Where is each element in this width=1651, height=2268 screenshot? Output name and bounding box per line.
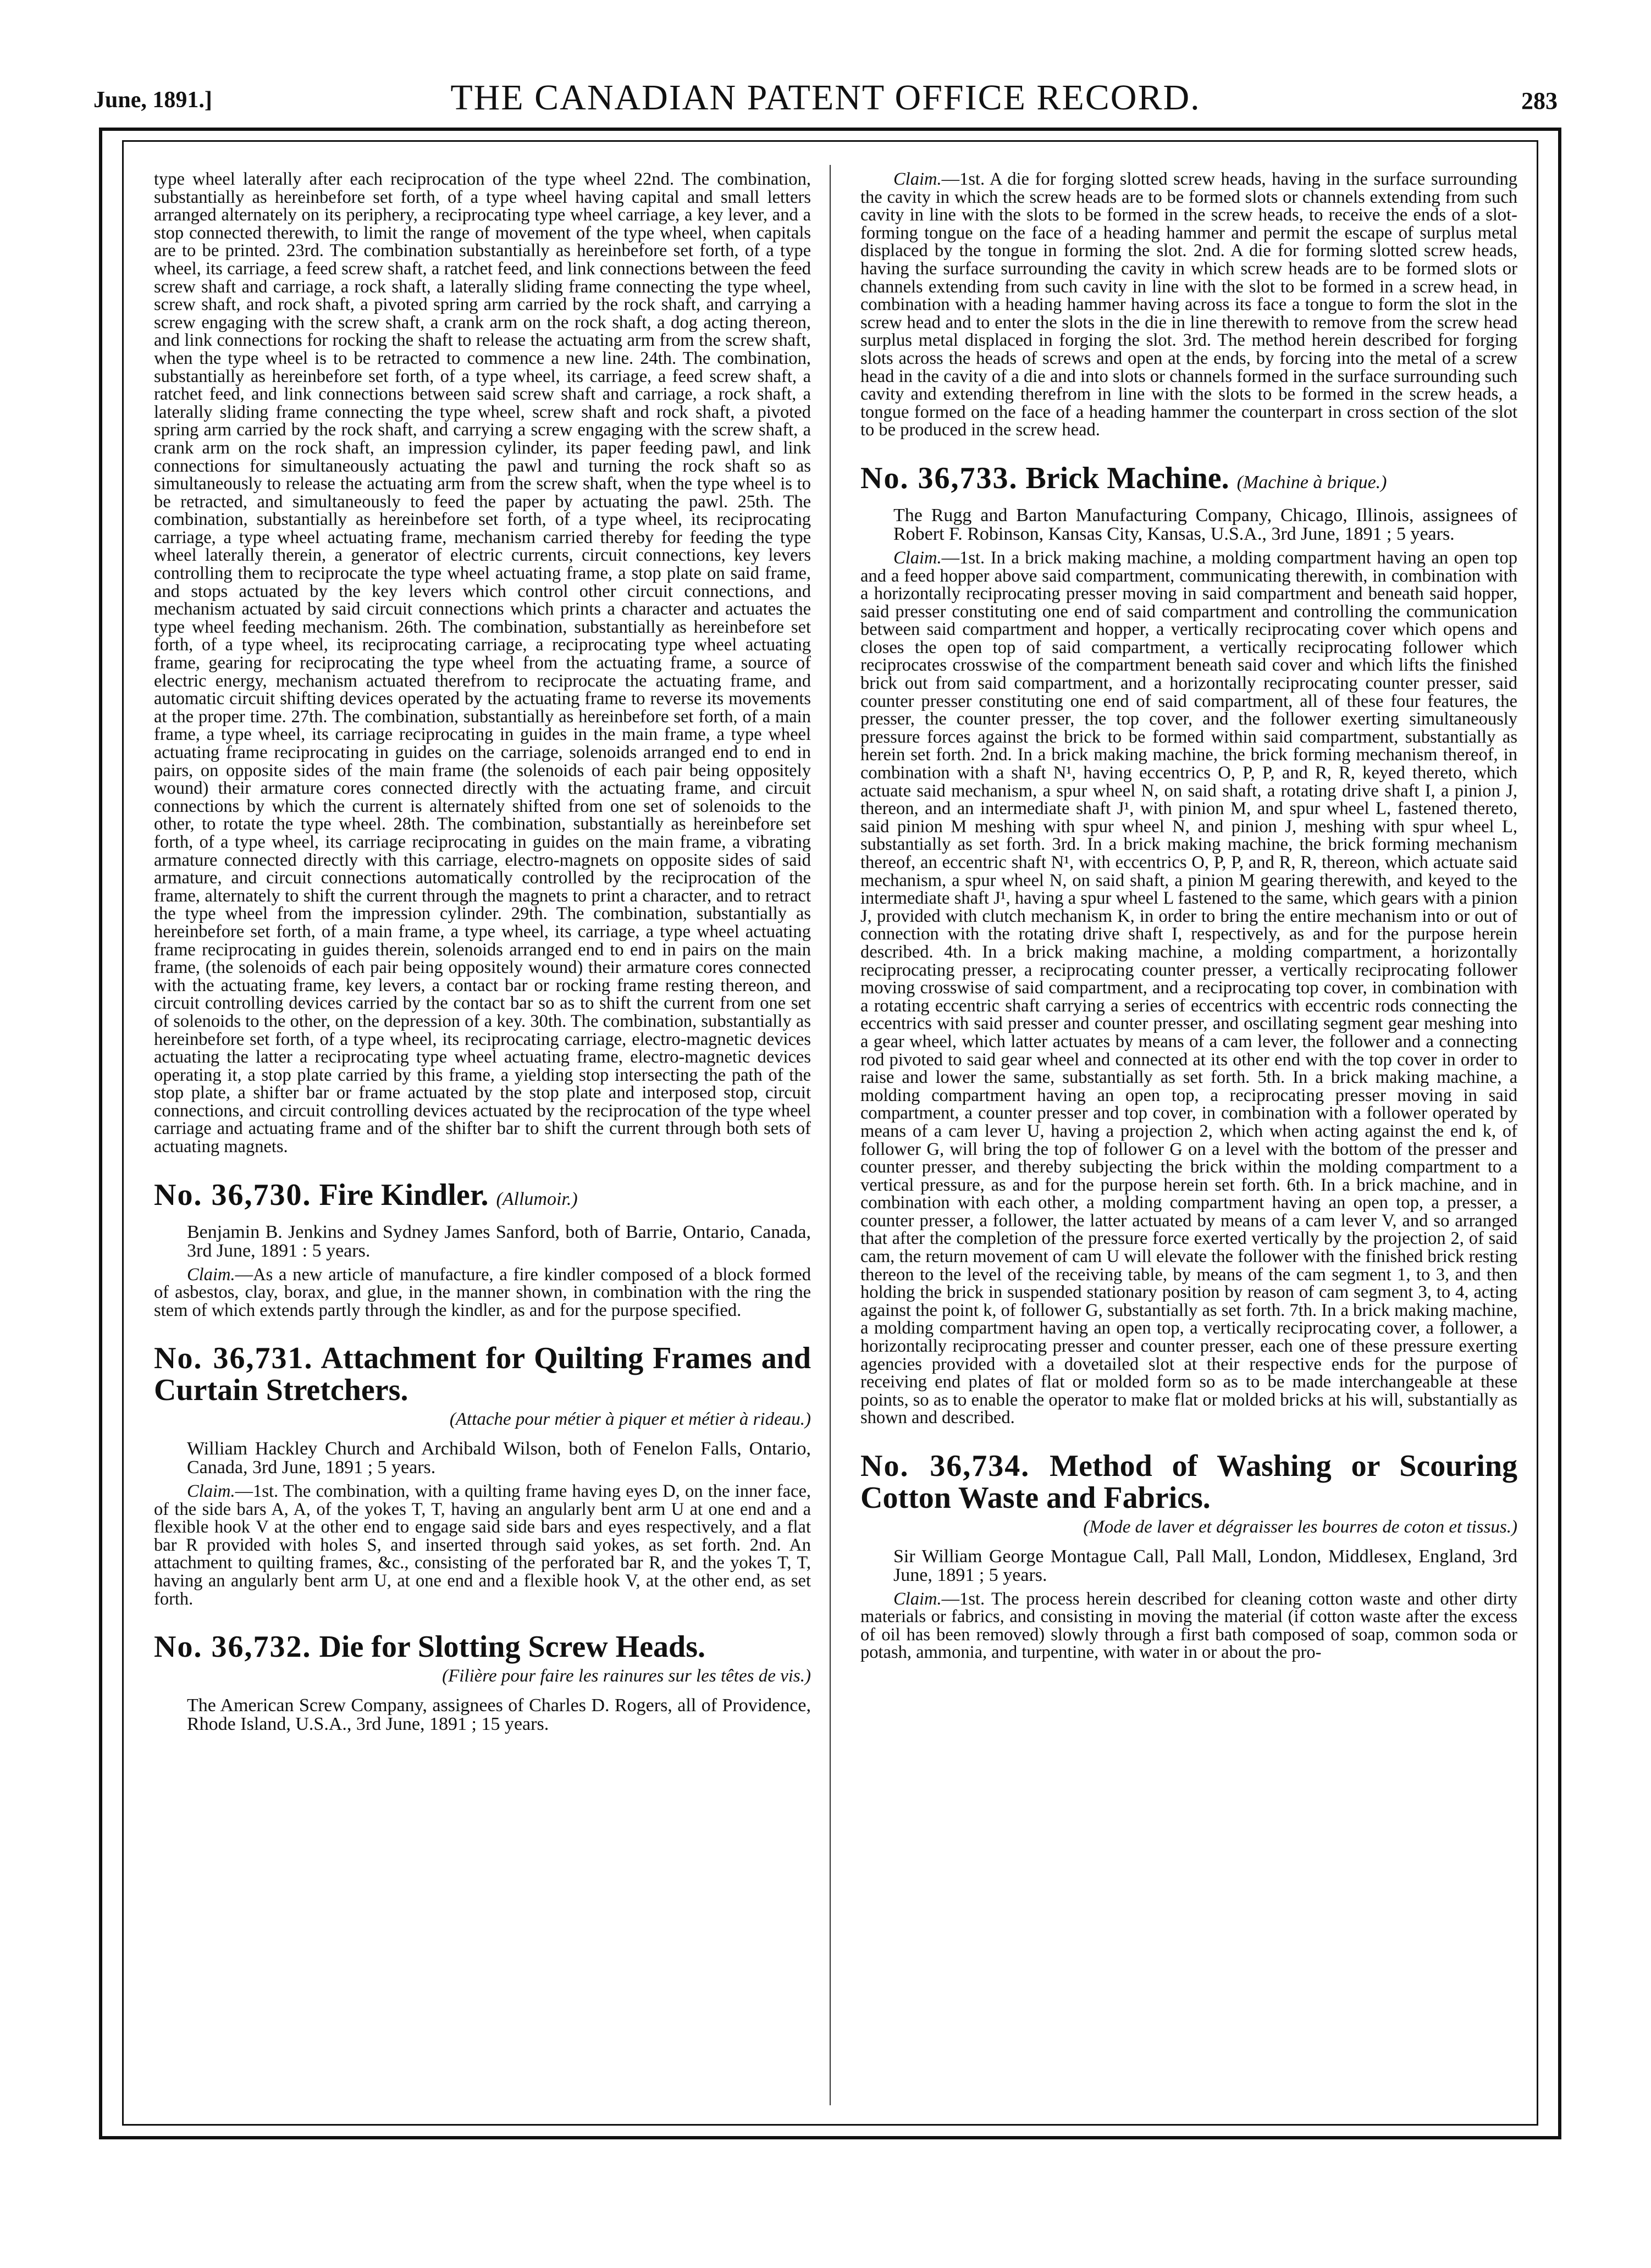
- claim-label: Claim.: [893, 547, 942, 568]
- patent-number: No. 36,734.: [860, 1449, 1030, 1483]
- claim-text: —1st. A die for forging slotted screw heads, having in the surface surrounding the cavity in which the screw heads are to be formed slots or channels extending from such cavity in line with the slots to be formed in the screw heads, to receive the ends of a slot-forming tongue on the face of a heading hammer and permit the escape of surplus metal displaced by the tongue in forming the slot. 2nd. A die for forming slotted screw heads, having the surface surrounding the cavity in which screw heads are to be formed slots or channels extending from such cavity in line with the slot to be formed in a screw head, in combination with a heading hammer having across its face a tongue to form the slot in the screw head and to enter the slots in the die in line therewith to remove from the screw head surplus metal displaced in forging the slot. 3rd. The method herein described for forging slots across the heads of screws and open at the ends, by forcing into the metal of a screw head in the cavity of a die and into slots or channels formed in the surface surrounding such cavity and extending therefrom in line with the slots to be formed in the screw heads, a tongue formed on the face of a heading hammer the counterpart in cross section of the slot to be produced in the screw head.: [860, 169, 1517, 440]
- patent-claim: [860, 1590, 1517, 1662]
- patent-holder: The American Screw Company, assignees of Charles D. Rogers, all of Providence, Rhode Island, U.S.A., 3rd June, 1891 ; 15 years.: [187, 1695, 811, 1734]
- right-column: [860, 170, 1517, 1662]
- patent-french-title: (Machine à brique.): [1236, 472, 1387, 493]
- patent-claim: [860, 549, 1517, 1427]
- page-header: [93, 77, 1558, 126]
- claim-text: —1st. The combination, with a quilting frame having eyes D, on the inner face, of the side bars A, A, of the yokes T, T, having an angularly bent arm U at one end and a flexible hook V at the other end to engage said side bars and eyes respectively, and a flat bar R provided with holes S, and inserted through said yokes, as set forth. 2nd. An attachment to quilting frames, &c., consisting of the perforated bar R, and the yokes T, T, having an angularly bent arm U, at one end and a flexible hook V, at the other end, as set forth.: [154, 1481, 811, 1609]
- patent-french-title: (Filière pour faire les rainures sur les têtes de vis.): [442, 1666, 811, 1686]
- patent-number: No. 36,732.: [154, 1630, 312, 1664]
- patent-holder: The Rugg and Barton Manufacturing Company, Chicago, Illinois, assignees of Robert F. Robinson, Kansas City, Kansas, U.S.A., 3rd June, 1891 ; 5 years.: [893, 505, 1517, 544]
- patent-claim: [154, 1483, 811, 1608]
- patent-french-title: (Attache pour métier à piquer et métier à rideau.): [449, 1409, 811, 1430]
- claim-label: Claim.: [893, 169, 942, 189]
- continued-claim-text: [860, 170, 1517, 439]
- patent-heading-36733: [860, 462, 1517, 499]
- claim-label: Claim.: [187, 1481, 235, 1502]
- left-column: [154, 170, 811, 1739]
- patent-title: Attachment for Quilting Frames and Curtain Stretchers.: [154, 1341, 811, 1408]
- claim-label: Claim.: [893, 1589, 942, 1609]
- patent-heading-36734: [860, 1450, 1517, 1514]
- claim-label: Claim.: [187, 1264, 235, 1285]
- patent-number: No. 36,731.: [154, 1341, 313, 1376]
- claim-text: —1st. The process herein described for cleaning cotton waste and other dirty materials or fabrics, and consisting in moving the material (if cotton waste after the excess of oil has been removed) slowly through a first bath composed of soap, common soda or potash, ammonia, and turpentine, with water in or about the pro-: [860, 1589, 1517, 1663]
- patent-heading-36730: [154, 1179, 811, 1215]
- patent-holder: William Hackley Church and Archibald Wilson, both of Fenelon Falls, Ontario, Canada, 3rd June, 1891 ; 5 years.: [187, 1439, 811, 1478]
- patent-title: Die for Slotting Screw Heads.: [319, 1630, 705, 1664]
- patent-holder: Sir William George Montague Call, Pall Mall, London, Middlesex, England, 3rd June, 1891 ; 5 years.: [893, 1546, 1517, 1585]
- page-number: 283: [1521, 87, 1558, 114]
- patent-heading-36731: [154, 1342, 811, 1406]
- claim-text: —As a new article of manufacture, a fire kindler composed of a block formed of asbestos, clay, borax, and glue, in the manner shown, in combination with the ring the stem of which extends partly through the kindler, as and for the purpose specified.: [154, 1264, 811, 1320]
- patent-title: Fire Kindler.: [319, 1177, 489, 1212]
- patent-number: No. 36,733.: [860, 461, 1018, 495]
- continued-claim-text: type wheel laterally after each reciprocation of the type wheel 22nd. The combination, substantially as hereinbefore set forth, of a type wheel having capital and small letters arranged alternately on its periphery, a reciprocating type wheel carriage, a key lever, and a stop connected therewith, to limit the range of movement of the type wheel, when capitals are to be printed. 23rd. The combination substantially as hereinbefore set forth, of a type wheel, its carriage, a feed screw shaft, a ratchet feed, and link connections between the feed screw shaft and carriage, a rock shaft, a laterally sliding frame connecting the type wheel, screw shaft, and rock shaft, a pivoted spring arm carried by the rock shaft, and carrying a screw engaging with the screw shaft, a crank arm on the rock shaft, a dog acting thereon, and link connections for rocking the shaft to release the actuating arm from the screw shaft, when the type wheel is to be retracted to commence a new line. 24th. The combination, substantially as hereinbefore set forth, of a type wheel, its carriage, a feed screw shaft, a ratchet feed, and link connections between said screw shaft and carriage, a rock shaft, a laterally sliding frame connecting the type wheel, screw shaft and rock shaft, a pivoted spring arm carried by the rock shaft, and carrying a screw engaging with the screw shaft, a crank arm on the rock shaft, an impression cylinder, its paper feeding pawl, and link connections for simultaneously actuating the pawl and turning the rock shaft so as simultaneously to release the actuating arm from the screw shaft, when the type wheel is to be retracted, and simultaneously to feed the paper by actuating the pawl. 25th. The combination, substantially as hereinbefore set forth, of a type wheel, its reciprocating carriage, a type wheel actuating frame, mechanism carried thereby for feeding the type wheel laterally therein, a generator of electric currents, circuit connections, key levers controlling them to reciprocate the type wheel actuating frame, a stop plate on said frame, and stops actuated by the key levers which control other circuit connections, and mechanism actuated by said circuit connections which prints a character and actuates the type wheel feeding mechanism. 26th. The combination, substantially as hereinbefore set forth, of a type wheel, its reciprocating carriage, a reciprocating type wheel actuating frame, gearing for reciprocating the type wheel from the actuating frame, a source of electric energy, mechanism actuated therefrom to reciprocate the actuating frame, and automatic circuit shifting devices operated by the actuating frame to reverse its movements at the proper time. 27th. The combination, substantially as hereinbefore set forth, of a main frame, a type wheel, its carriage reciprocating in guides in the main frame, a type wheel actuating frame reciprocating in guides on the carriage, solenoids arranged end to end in pairs, on opposite sides of the main frame (the solenoids of each pair being oppositely wound) their armature cores connected directly with the actuating frame, and circuit connections by which the current is alternately shifted from one set of solenoids to the other, to rotate the type wheel. 28th. The combination, substantially as hereinbefore set forth, of a type wheel, its carriage reciprocating in guides on the main frame, a vibrating armature connected directly with this carriage, electro-magnets on opposite sides of said armature, and circuit connections automatically controlled by the reciprocation of the frame, alternately to shift the current through the magnets to print a character, and to retract the type wheel from the impression cylinder. 29th. The combination, substantially as hereinbefore set forth, of a main frame, a type wheel, its carriage, a type wheel actuating frame reciprocating in guides therein, solenoids arranged end to end in pairs on the main frame, (the solenoids of each pair being oppositely wound) their armature cores connected with the actuating frame, key levers, a contact bar or rocking frame resting thereon, and circuit controlling devices carried by the contact bar so as to shift the current from one set of solenoids to the other, on the depression of a key. 30th. The combination, substantially as hereinbefore set forth, of a type wheel, its reciprocating carriage, electro-magnetic devices actuating the latter a reciprocating type wheel actuating frame, electro-magnetic devices operating it, a stop plate carried by this frame, a yielding stop intersecting the path of the stop plate, a shifter bar or frame actuated by the stop plate and interposed stop, circuit connections, and circuit controlling devices actuated by the reciprocation of the type wheel carriage and actuating frame and of the shifter bar to shift the current through both sets of actuating magnets.: [154, 169, 811, 1157]
- issue-date: June, 1891.]: [93, 87, 212, 113]
- publication-title: THE CANADIAN PATENT OFFICE RECORD.: [450, 78, 1201, 118]
- patent-claim: [154, 1266, 811, 1320]
- column-divider: [830, 165, 831, 2105]
- patent-holder: Benjamin B. Jenkins and Sydney James Sanford, both of Barrie, Ontario, Canada, 3rd June, 1891 : 5 years.: [187, 1221, 811, 1261]
- patent-title: Method of Washing or Scouring Cotton Waste and Fabrics.: [860, 1449, 1517, 1515]
- patent-french-title: (Mode de laver et dégraisser les bourres de coton et tissus.): [1083, 1517, 1517, 1537]
- claim-text: —1st. In a brick making machine, a molding compartment having an open top and a feed hopper above said compartment, communicating therewith, in combination with a horizontally reciprocating presser moving in said compartment and beneath said hopper, said presser constituting one end of said compartment and controlling the communication between said compartment and hopper, a vertically reciprocating cover which opens and closes the open top of said compartment, a vertically reciprocating follower which reciprocates crosswise of the compartment beneath said cover and which lifts the finished brick out from said compartment, and a horizontally reciprocating counter presser, said counter presser constituting one end of said compartment, all of these four features, the presser, the counter presser, the top cover, and the follower exerting simultaneously pressure forces against the brick to be formed within said compartment, substantially as herein set forth. 2nd. In a brick making machine, the brick forming mechanism thereof, in combination with a shaft N¹, having eccentrics O, P, P, and R, R, keyed thereto, which actuate said mechanism, a spur wheel N, on said shaft, a rotating drive shaft I, a pinion J, thereon, and an intermediate shaft J¹, with pinion M, and spur wheel L, fastened thereto, said pinion M meshing with spur wheel N, and pinion J, meshing with spur wheel L, substantially as set forth. 3rd. In a brick making machine, the brick forming mechanism thereof, an eccentric shaft N¹, with eccentrics O, P, P, and R, R, thereon, which actuate said mechanism, a spur wheel N, on said shaft, a pinion M gearing therewith, and keyed to the intermediate shaft J¹, having a spur wheel L fastened to the same, which gears with a pinion J, provided with clutch mechanism K, in order to bring the entire mechanism into or out of connection with the rotating drive shaft I, respectively, as and for the purpose herein described. 4th. In a brick making machine, a molding compartment, a horizontally reciprocating presser, a reciprocating counter presser, a vertically reciprocating follower moving crosswise of said compartment, and a reciprocating top cover, in combination with a rotating eccentric shaft carrying a series of eccentrics with eccentric rods connecting the eccentrics with said presser and counter presser, and oscillating segment gear meshing into a gear wheel, which latter actuates by means of a cam lever, the follower and a connecting rod pivoted to said gear wheel and connected at its other end with the top cover in order to raise and lower the same, substantially as set forth. 5th. In a brick making machine, a molding compartment having an open top, a reciprocating presser moving in said compartment, a counter presser and top cover, in combination with a follower operated by means of a cam lever U, having a projection 2, which when acting against the end k, of follower G, will bring the top of follower G on a level with the bottom of the presser and counter presser, and thereby subjecting the brick within the molding compartment to a vertical pressure, as and for the purpose herein set forth. 6th. In a brick machine, and in combination with each other, a molding compartment having an open top, a presser, a counter presser, a follower, the latter actuated by means of a cam lever V, and so arranged that after the completion of the pressure force exerted vertically by the projection 2, of said cam, the return movement of cam U will elevate the follower with the finished brick resting thereon to the level of the receiving table, by means of the cam segment 1, to 3, and then holding the brick in suspended stationary position by reason of cam segment 3, to 4, acting against the point k, of follower G, substantially as set forth. 7th. In a brick making machine, a molding compartment having an open top, a vertically reciprocating cover, a follower, a horizontally reciprocating presser and counter presser, each one of these pressure exerting agencies provided with a dovetailed slot at their respective ends for the purpose of receiving end plates of flat or molded form so as to be made interchangeable at these points, so as to enable the operator to make flat or molded bricks at his will, substantially as shown and described.: [860, 547, 1517, 1428]
- patent-french-title: (Allumoir.): [496, 1188, 578, 1209]
- patent-number: No. 36,730.: [154, 1177, 312, 1212]
- patent-title: Brick Machine.: [1025, 461, 1229, 495]
- patent-heading-36732: [154, 1631, 811, 1663]
